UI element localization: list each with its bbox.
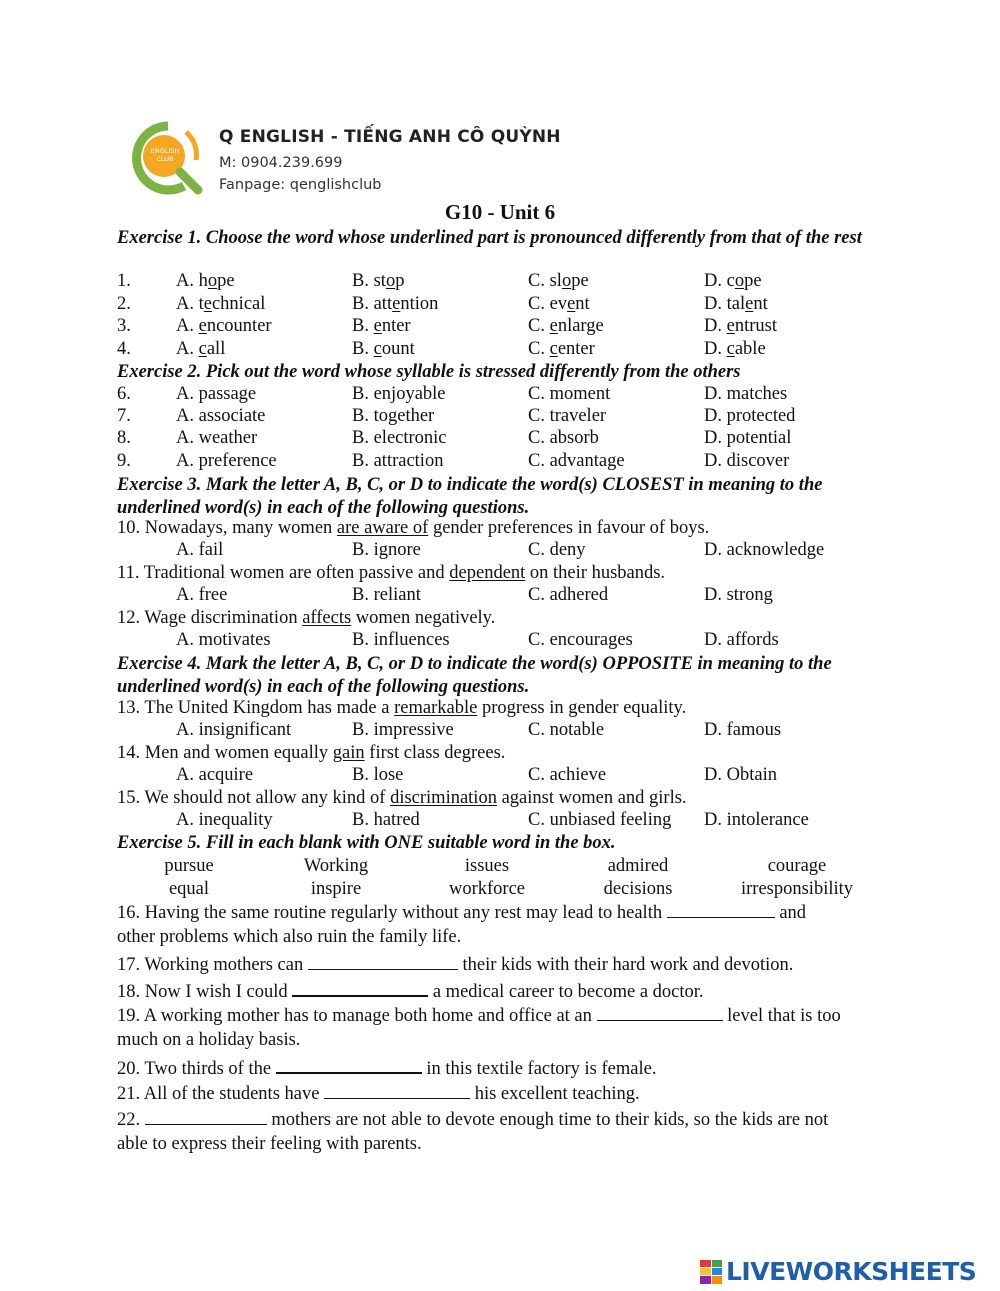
options-row — [0, 540, 1000, 562]
option-d[interactable]: D. Obtain — [704, 765, 777, 785]
option-b[interactable]: B. enjoyable — [352, 384, 446, 404]
option-b[interactable]: B. hatred — [352, 810, 420, 830]
options-row — [0, 585, 1000, 607]
option-d[interactable] — [704, 294, 768, 315]
option-c[interactable]: C. achieve — [528, 765, 607, 785]
option-d[interactable]: D. discover — [704, 451, 790, 471]
worksheet-title: G10 - Unit 6 — [444, 200, 556, 224]
question-text: 12. Wage discrimination — [117, 608, 303, 628]
question-number: 3. — [117, 316, 131, 336]
option-text: D. — [704, 316, 727, 336]
word-box-item: decisions — [603, 879, 673, 899]
underlined-part: e — [392, 294, 401, 314]
option-text: A. h — [176, 271, 208, 291]
question-text: on their husbands. — [525, 563, 666, 583]
option-text: D. c — [704, 271, 735, 291]
option-text: nt — [575, 294, 590, 314]
exercise-1-heading: Exercise 1. Choose the word whose underlined part is pronounced differently from that of the rest — [117, 228, 862, 248]
option-c[interactable]: C. advantage — [528, 451, 625, 471]
underlined-part: c — [549, 339, 558, 359]
option-text: C. sl — [528, 271, 562, 291]
option-text: D. tal — [704, 294, 746, 314]
option-b[interactable]: B. reliant — [352, 585, 421, 605]
question-text: first class degrees. — [364, 743, 506, 763]
question-number: 8. — [117, 428, 131, 448]
option-a[interactable]: A. acquire — [176, 765, 254, 785]
option-b[interactable]: B. attraction — [352, 451, 444, 471]
question-number: 7. — [117, 406, 131, 426]
option-text: B. — [352, 339, 374, 359]
option-d[interactable]: D. intolerance — [704, 810, 809, 830]
option-c[interactable]: C. moment — [528, 384, 611, 404]
option-a[interactable]: A. associate — [176, 406, 266, 426]
question-text: 15. We should not allow any kind of — [117, 788, 391, 808]
underlined-part: c — [373, 339, 382, 359]
question-text: 19. A working mother has to manage both home and office at an — [117, 1006, 592, 1026]
question-row — [0, 384, 1000, 406]
option-a[interactable]: A. weather — [176, 428, 258, 448]
underlined-part: e — [203, 294, 212, 314]
option-b[interactable] — [352, 339, 415, 360]
question-text: 17. Working mothers can — [117, 955, 304, 975]
underlined-part: e — [567, 294, 576, 314]
question-text: progress in gender equality. — [477, 698, 687, 718]
answer-blank-19[interactable] — [597, 1004, 723, 1021]
option-d[interactable]: D. acknowledge — [704, 540, 825, 560]
word-box-item: irresponsibility — [740, 879, 854, 899]
option-b[interactable]: B. lose — [352, 765, 404, 785]
option-text: p — [395, 271, 405, 291]
underlined-part: c — [726, 339, 735, 359]
underlined-part: e — [198, 316, 207, 336]
option-c[interactable]: C. encourages — [528, 630, 633, 650]
option-text: B. att — [352, 294, 393, 314]
question-19-cont: much on a holiday basis. — [117, 1030, 301, 1050]
underlined-part: o — [207, 271, 218, 291]
option-text: pe — [744, 271, 762, 291]
option-text: ount — [381, 339, 415, 359]
underlined-part: e — [373, 316, 382, 336]
word-box-item: equal — [168, 879, 210, 899]
question-22 — [117, 1108, 828, 1131]
option-d[interactable] — [704, 316, 777, 337]
option-text: nt — [753, 294, 768, 314]
underlined-word: dependent — [449, 563, 526, 583]
option-text: ncounter — [206, 316, 272, 336]
question-text: women negatively. — [351, 608, 496, 628]
option-d[interactable]: D. matches — [704, 384, 788, 404]
answer-blank-22[interactable] — [145, 1108, 267, 1125]
question-number: 9. — [117, 451, 131, 471]
option-text: C. ev — [528, 294, 568, 314]
option-a[interactable]: A. passage — [176, 384, 257, 404]
question-text: 22. — [117, 1110, 141, 1130]
underlined-part: c — [198, 339, 207, 359]
question-text: a medical career to become a doctor. — [432, 982, 704, 1002]
brand-name: Q ENGLISH - TIẾNG ANH CÔ QUỲNH — [219, 127, 561, 147]
question-text: gender preferences in favour of boys. — [428, 518, 710, 538]
options-row — [0, 630, 1000, 652]
option-text: ntion — [400, 294, 439, 314]
brand-fanpage: Fanpage: qenglishclub — [219, 177, 382, 193]
question-text: mothers are not able to devote enough time to their kids, so the kids are not — [271, 1110, 829, 1130]
option-b[interactable] — [352, 271, 404, 292]
option-a[interactable]: A. preference — [176, 451, 277, 471]
option-text: enter — [557, 339, 595, 359]
option-c[interactable]: C. notable — [528, 720, 605, 740]
question-number: 6. — [117, 384, 131, 404]
option-text: pe — [571, 271, 589, 291]
answer-blank-21[interactable] — [324, 1082, 470, 1099]
question-number: 1. — [117, 271, 131, 291]
underlined-word: are aware of — [336, 518, 429, 538]
question-text: and — [779, 903, 807, 923]
q-english-logo — [124, 120, 210, 196]
exercise-5-heading: Exercise 5. Fill in each blank with ONE suitable word in the box. — [117, 833, 616, 853]
option-c[interactable]: C. absorb — [528, 428, 599, 448]
option-b[interactable]: B. impressive — [352, 720, 454, 740]
option-b[interactable]: B. together — [352, 406, 435, 426]
option-text: nlarge — [557, 316, 604, 336]
question-text: 14. Men and women equally — [117, 743, 333, 763]
question-stem — [117, 788, 687, 809]
exercise-3-heading: Exercise 3. Mark the letter A, B, C, or D to indicate the word(s) CLOSEST in meaning to the underlined word(s) in each of the following questions. — [117, 475, 823, 518]
word-box-item: workforce — [448, 879, 525, 899]
question-stem — [117, 563, 665, 584]
underlined-word: affects — [302, 608, 352, 628]
options-row — [0, 810, 1000, 832]
underlined-part: e — [745, 294, 754, 314]
question-text: 11. Traditional women are often passive and — [117, 563, 450, 583]
question-text: 16. Having the same routine regularly without any rest may lead to health — [117, 903, 663, 923]
question-stem — [117, 698, 686, 719]
question-18 — [117, 979, 704, 1003]
liveworksheets-text: LIVEWORKSHEETS — [726, 1257, 977, 1286]
options-row — [0, 765, 1000, 787]
underlined-part: o — [734, 271, 745, 291]
option-b[interactable]: B. influences — [352, 630, 450, 650]
option-a[interactable] — [176, 271, 235, 292]
option-d[interactable] — [704, 339, 766, 360]
option-d[interactable]: D. affords — [704, 630, 779, 650]
option-text: A. — [176, 339, 199, 359]
liveworksheets-logo-icon — [700, 1260, 722, 1284]
question-row — [0, 406, 1000, 428]
word-box-item: admired — [607, 856, 669, 876]
option-c[interactable] — [528, 316, 604, 337]
option-c[interactable] — [528, 271, 589, 292]
question-text: level that is too — [727, 1006, 841, 1026]
question-text: his excellent teaching. — [474, 1084, 640, 1104]
underlined-word: gain — [332, 743, 365, 763]
option-c[interactable]: C. unbiased feeling — [528, 810, 672, 830]
question-20 — [117, 1056, 656, 1080]
option-c[interactable]: C. deny — [528, 540, 586, 560]
option-text: B. — [352, 316, 374, 336]
question-text: in this textile factory is female. — [426, 1059, 657, 1079]
underlined-part: e — [549, 316, 558, 336]
liveworksheets-brand — [700, 1257, 976, 1286]
option-d[interactable]: D. potential — [704, 428, 792, 448]
option-c[interactable] — [528, 294, 590, 315]
option-d[interactable]: D. strong — [704, 585, 773, 605]
option-a[interactable]: A. fail — [176, 540, 224, 560]
underlined-word: discrimination — [390, 788, 497, 808]
word-box-item: Working — [303, 856, 369, 876]
option-c[interactable] — [528, 339, 595, 360]
question-text: their kids with their hard work and devotion. — [462, 955, 794, 975]
options-row — [0, 720, 1000, 742]
question-text: 10. Nowadays, many women — [117, 518, 337, 538]
question-row — [0, 451, 1000, 473]
question-17 — [117, 953, 793, 976]
option-text: nter — [381, 316, 411, 336]
option-c[interactable]: C. adhered — [528, 585, 609, 605]
option-text: chnical — [211, 294, 266, 314]
option-text: A. — [176, 316, 199, 336]
option-text: D. — [704, 339, 727, 359]
question-16-cont: other problems which also ruin the family life. — [117, 927, 462, 947]
question-row — [0, 271, 1000, 293]
underlined-word: remarkable — [394, 698, 478, 718]
option-text: able — [734, 339, 766, 359]
question-number: 4. — [117, 339, 131, 359]
logo-text: ENGLISH CLUB — [150, 147, 180, 163]
question-row — [0, 316, 1000, 338]
brand-phone: M: 0904.239.699 — [219, 155, 343, 171]
option-a[interactable]: A. insignificant — [176, 720, 292, 740]
question-row — [0, 294, 1000, 316]
option-c[interactable]: C. traveler — [528, 406, 607, 426]
option-a[interactable]: A. inequality — [176, 810, 273, 830]
underlined-part: o — [561, 271, 572, 291]
question-21 — [117, 1082, 640, 1105]
word-box-item: inspire — [310, 879, 362, 899]
option-d[interactable] — [704, 271, 762, 292]
word-box-item: issues — [464, 856, 510, 876]
option-a[interactable]: A. motivates — [176, 630, 271, 650]
option-b[interactable] — [352, 316, 411, 337]
word-box-item: pursue — [164, 856, 214, 876]
question-stem — [117, 518, 709, 539]
option-text: pe — [217, 271, 235, 291]
exercise-4-heading: Exercise 4. Mark the letter A, B, C, or D to indicate the word(s) OPPOSITE in meaning to the underlined word(s) in each of the following questions. — [117, 654, 832, 697]
word-box-item: courage — [767, 856, 827, 876]
question-row — [0, 428, 1000, 450]
answer-blank-16[interactable] — [667, 901, 775, 918]
question-22-cont: able to express their feeling with parents. — [117, 1134, 422, 1154]
question-16 — [117, 901, 806, 924]
option-a[interactable] — [176, 339, 225, 360]
question-text: 18. Now I wish I could — [117, 982, 288, 1002]
option-text: A. t — [176, 294, 204, 314]
option-d[interactable]: D. protected — [704, 406, 796, 426]
question-row — [0, 339, 1000, 361]
question-text: 13. The United Kingdom has made a — [117, 698, 395, 718]
option-text: B. st — [352, 271, 386, 291]
option-a[interactable] — [176, 294, 265, 315]
answer-blank-20[interactable] — [276, 1056, 422, 1074]
question-stem — [117, 743, 505, 764]
question-number: 2. — [117, 294, 131, 314]
option-text: ntrust — [734, 316, 777, 336]
option-b[interactable]: B. ignore — [352, 540, 421, 560]
option-a[interactable]: A. free — [176, 585, 228, 605]
exercise-2-heading: Exercise 2. Pick out the word whose syllable is stressed differently from the others — [117, 362, 741, 382]
question-text: 21. All of the students have — [117, 1084, 320, 1104]
question-19 — [117, 1004, 841, 1027]
question-stem — [117, 608, 495, 629]
option-a[interactable] — [176, 316, 272, 337]
option-b[interactable] — [352, 294, 438, 315]
question-text: 20. Two thirds of the — [117, 1059, 272, 1079]
option-text: C. — [528, 316, 550, 336]
option-text: all — [206, 339, 226, 359]
underlined-part: o — [385, 271, 396, 291]
option-b[interactable]: B. electronic — [352, 428, 447, 448]
option-d[interactable]: D. famous — [704, 720, 782, 740]
answer-blank-17[interactable] — [308, 953, 458, 970]
answer-blank-18[interactable] — [292, 979, 428, 997]
underlined-part: e — [726, 316, 735, 336]
question-text: against women and girls. — [496, 788, 687, 808]
option-text: C. — [528, 339, 550, 359]
